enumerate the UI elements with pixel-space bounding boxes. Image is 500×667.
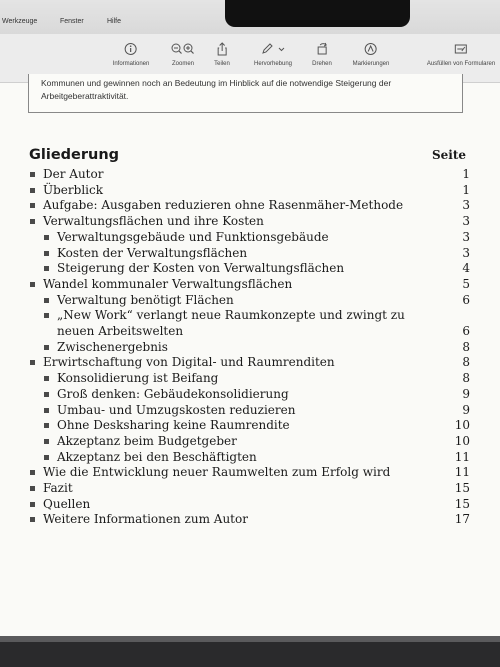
toc-entry-page: 17 xyxy=(454,512,470,527)
toc-entry[interactable] xyxy=(0,371,500,387)
toc-entry-label: Erwirtschaftung von Digital- und Raumrenditen xyxy=(43,355,335,370)
previous-page-text-line: Arbeitgeberattraktivität. xyxy=(41,91,129,101)
toc-entry[interactable] xyxy=(0,481,500,497)
markup-label: Markierungen xyxy=(352,61,390,67)
camera-notch xyxy=(225,0,410,27)
share-button[interactable] xyxy=(214,42,230,67)
info-label: Informationen xyxy=(112,61,150,67)
toc-entry[interactable] xyxy=(0,465,500,481)
toc-entry-page: 15 xyxy=(454,481,470,495)
bullet-icon xyxy=(44,266,49,271)
bullet-icon xyxy=(44,376,49,381)
info-icon xyxy=(124,42,138,56)
bullet-icon xyxy=(44,423,49,428)
toc-entry-label: Quellen xyxy=(43,496,91,511)
toc-entry-label: Kosten der Verwaltungsflächen xyxy=(57,245,248,260)
toc-entry-label: Steigerung der Kosten von Verwaltungsflächen xyxy=(57,261,345,276)
menu-fenster[interactable]: Fenster xyxy=(60,18,84,25)
toc-entry[interactable] xyxy=(0,450,500,466)
bullet-icon xyxy=(44,455,49,460)
bullet-icon xyxy=(30,486,35,491)
pen-icon xyxy=(260,42,286,56)
form-icon xyxy=(454,42,468,56)
toc-entry-label: Fazit xyxy=(43,481,73,495)
toc-entry-label: Der Autor xyxy=(43,167,104,181)
toc-entry-label-continued: neuen Arbeitswelten xyxy=(57,323,184,338)
toc-entry-label: Aufgabe: Ausgaben reduzieren ohne Rasenmäher-Methode xyxy=(43,198,404,213)
menu-werkzeuge[interactable]: Werkzeuge xyxy=(2,18,38,25)
markup-icon xyxy=(364,42,378,56)
toc-entry-page: 3 xyxy=(462,245,470,260)
rotate-label: Drehen xyxy=(312,61,332,67)
toc-entry-label: Weitere Informationen zum Autor xyxy=(43,512,248,527)
toc-entry-page: 10 xyxy=(454,433,470,448)
toc-entry-label: Akzeptanz beim Budgetgeber xyxy=(57,433,237,448)
form-fill-label: Ausfüllen von Formularen xyxy=(426,61,496,67)
bullet-icon xyxy=(30,282,35,287)
toc-entry[interactable] xyxy=(0,418,500,434)
toc-entry-label: Wie die Entwicklung neuer Raumwelten zum Erfolg wird xyxy=(43,465,391,480)
toc-entry-page: 4 xyxy=(462,261,470,276)
bullet-icon xyxy=(44,408,49,413)
bullet-icon xyxy=(44,345,49,350)
toc-entry-label: Verwaltungsgebäude und Funktionsgebäude xyxy=(57,229,329,244)
toc-entry[interactable] xyxy=(0,198,500,214)
toc-entry[interactable] xyxy=(0,497,500,513)
bullet-icon xyxy=(44,298,49,303)
toc-entry[interactable] xyxy=(0,403,500,419)
toc-entry[interactable] xyxy=(0,340,500,356)
markup-button[interactable] xyxy=(353,42,390,67)
menu-hilfe[interactable]: Hilfe xyxy=(107,18,122,25)
toc-entry-page: 6 xyxy=(462,292,470,307)
bullet-icon xyxy=(30,360,35,365)
toc-entry-label: Verwaltungsflächen und ihre Kosten xyxy=(43,214,264,229)
bullet-icon xyxy=(44,251,49,256)
bullet-icon xyxy=(30,502,35,507)
toc-entry-page: 6 xyxy=(462,323,470,338)
toc-entry[interactable] xyxy=(0,512,500,528)
bullet-icon xyxy=(44,392,49,397)
bullet-icon xyxy=(44,313,49,318)
toc-entry-page: 8 xyxy=(462,339,470,354)
bullet-icon xyxy=(30,172,35,177)
bullet-icon xyxy=(30,517,35,522)
toc-entry-page: 8 xyxy=(462,355,470,370)
screen-bezel xyxy=(0,636,500,667)
toc-entry-page: 1 xyxy=(462,182,470,197)
bullet-icon xyxy=(30,219,35,224)
toc-entry-page: 11 xyxy=(454,465,470,480)
toc-entry-page: 3 xyxy=(462,229,470,244)
bullet-icon xyxy=(44,235,49,240)
toc-entry-label: Ohne Desksharing keine Raumrendite xyxy=(57,418,290,433)
toc-entry-page: 3 xyxy=(462,214,470,229)
toc-entry-page: 11 xyxy=(454,449,470,464)
bullet-icon xyxy=(30,203,35,208)
toc-entry-label: Wandel kommunaler Verwaltungsflächen xyxy=(43,276,293,291)
document-page xyxy=(0,112,500,632)
toc-entry-page: 5 xyxy=(462,276,470,291)
form-fill-button[interactable] xyxy=(427,42,495,67)
toc-entry-page: 9 xyxy=(462,386,470,401)
bullet-icon xyxy=(44,439,49,444)
info-button[interactable] xyxy=(113,42,150,67)
toc-entry-label: Überblick xyxy=(43,182,103,197)
toc-entry[interactable] xyxy=(0,183,500,199)
bullet-icon xyxy=(30,470,35,475)
toc-entry-label: Konsolidierung ist Beifang xyxy=(57,371,219,386)
previous-page-box xyxy=(28,74,463,113)
share-icon xyxy=(215,42,229,56)
toc-entry-label: Verwaltung benötigt Flächen xyxy=(57,292,234,307)
rotate-button[interactable] xyxy=(312,42,332,67)
zoom-icon xyxy=(170,42,196,56)
toc-entry[interactable] xyxy=(0,387,500,403)
previous-page-text-line: Kommunen und gewinnen noch an Bedeutung im Hinblick auf die notwendige Steigerung der xyxy=(41,78,392,88)
toc-entry[interactable] xyxy=(0,308,500,338)
toc-page-column-header: Seite xyxy=(432,148,467,162)
toc-entry[interactable] xyxy=(0,261,500,277)
toc-entry[interactable] xyxy=(0,277,500,293)
toc-entry-page: 1 xyxy=(462,167,470,181)
share-label: Teilen xyxy=(214,61,230,67)
toc-entry-page: 15 xyxy=(454,496,470,511)
toc-entry[interactable] xyxy=(0,434,500,450)
zoom-label: Zoomen xyxy=(171,61,194,67)
toc-entry-page: 8 xyxy=(462,371,470,386)
rotate-icon xyxy=(315,42,329,56)
toc-entry-label: Akzeptanz bei den Beschäftigten xyxy=(57,449,257,464)
toc-entry-page: 3 xyxy=(462,198,470,213)
toc-entry[interactable] xyxy=(0,293,500,309)
toc-entry-page: 10 xyxy=(454,418,470,433)
toc-entry-label: Umbau- und Umzugskosten reduzieren xyxy=(57,402,296,417)
toc-entry[interactable] xyxy=(0,246,500,262)
toc-entry[interactable] xyxy=(0,167,500,183)
toc-title: Gliederung xyxy=(29,147,120,163)
toc-entry-label: Groß denken: Gebäudekonsolidierung xyxy=(57,386,289,401)
toc-entry-label: „New Work“ verlangt neue Raumkonzepte und zwingt zu xyxy=(57,308,405,323)
toc-entry[interactable] xyxy=(0,214,500,230)
bullet-icon xyxy=(30,188,35,193)
toc-entry-page: 9 xyxy=(462,402,470,417)
toc-entry-label: Zwischenergebnis xyxy=(57,339,168,354)
toc-entry[interactable] xyxy=(0,230,500,246)
highlight-button[interactable] xyxy=(254,42,292,67)
toc-entry[interactable] xyxy=(0,355,500,371)
highlight-label: Hervorhebung xyxy=(253,61,293,67)
zoom-button[interactable] xyxy=(170,42,196,67)
